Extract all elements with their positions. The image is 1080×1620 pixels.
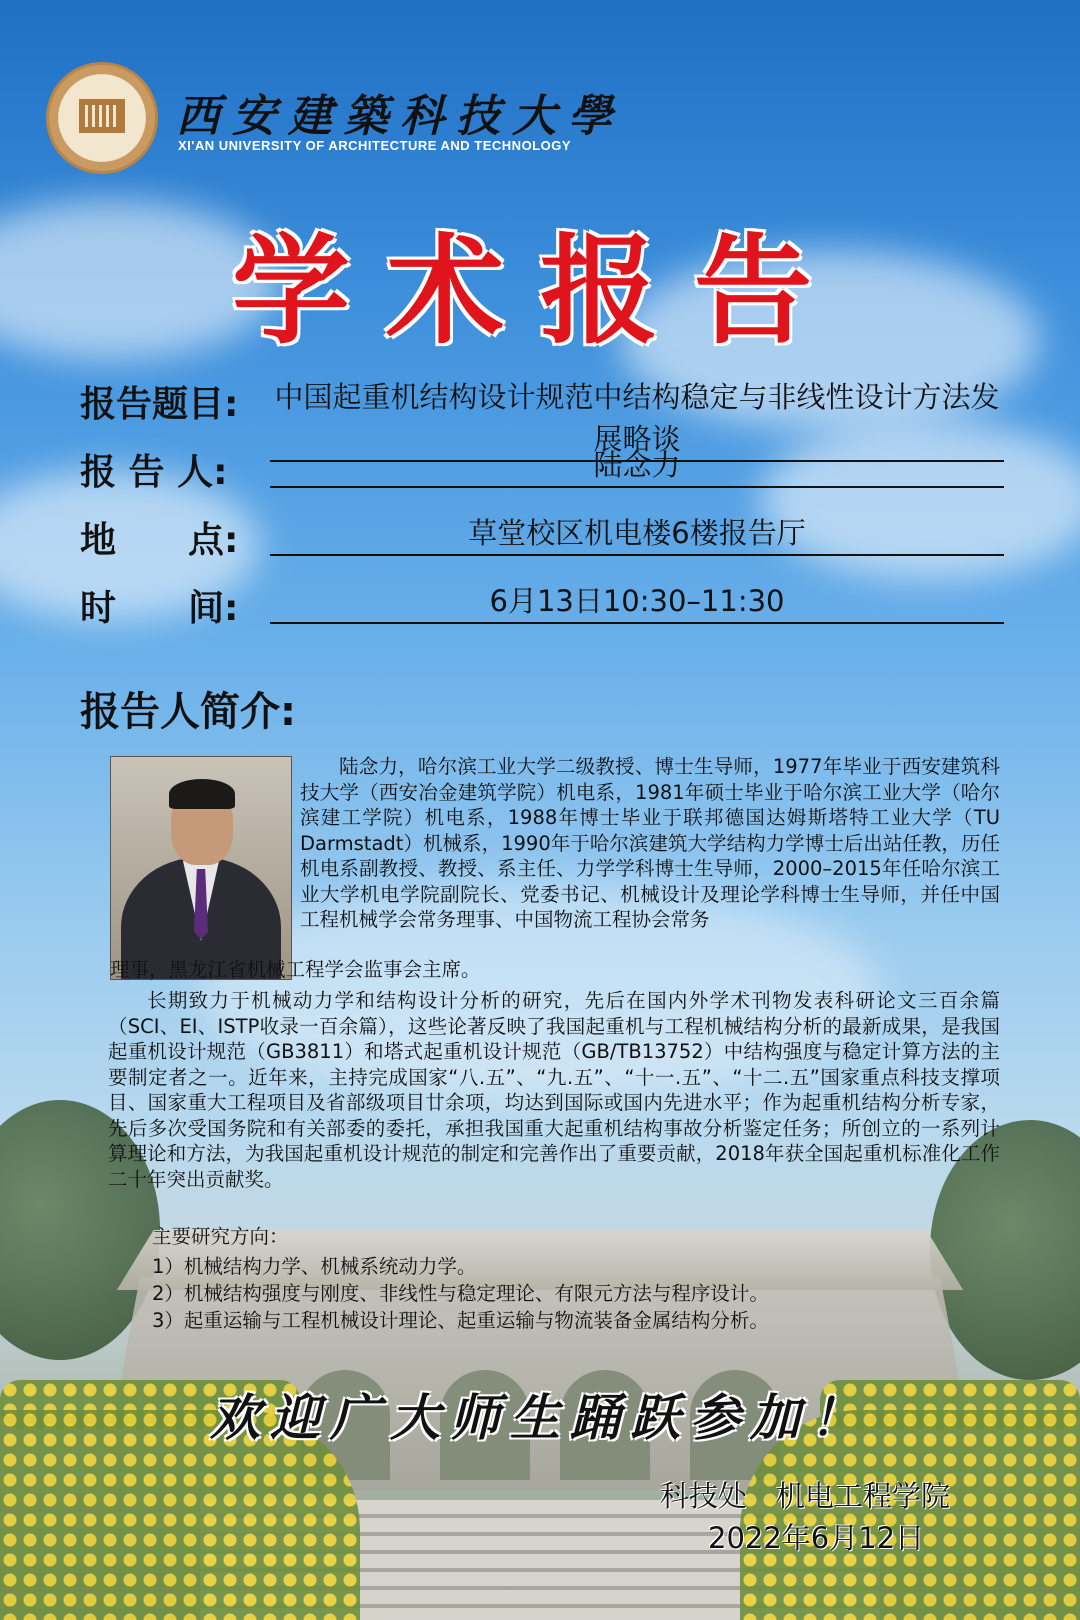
university-name-cn: 西安建築科技大學 — [176, 91, 624, 142]
research-heading: 主要研究方向： — [152, 1225, 289, 1248]
welcome-slogan: 欢迎广大师生踊跃参加！ — [210, 1388, 870, 1447]
organizers: 科技处 机电工程学院 — [660, 1479, 951, 1513]
speaker-portrait — [110, 756, 292, 980]
topic-label: 报告题目: — [80, 384, 239, 425]
research-item: 1）机械结构力学、机械系统动力学。 — [152, 1255, 477, 1278]
speaker-label: 报 告 人: — [80, 452, 228, 493]
university-name-en: XI'AN UNIVERSITY OF ARCHITECTURE AND TECHNOLOGY — [178, 138, 572, 153]
research-item: 2）机械结构强度与刚度、非线性与稳定理论、有限元方法与程序设计。 — [152, 1282, 769, 1305]
bio-paragraph-2: 长期致力于机械动力学和结构设计分析的研究，先后在国内外学术刊物发表科研论文三百余篇（SCI、EI、ISTP收录一百余篇），这些论著反映了我国起重机与工程机械结构分析的最新成果，是我国起重机设计规范（GB3811）和塔式起重机设计规范（GB/TB13752）中结构强度与稳定计算方法的主要制定者之一。近年来，主持完成国家“八.五”、“九.五”、“十一.五”、“十二.五”国家重点科技支撑项目、国家重大工程项目及省部级项目廿余项，均达到国际或国内先进水平；作为起重机结构分析专家，先后多次受国务院和有关部委的委托，承担我国重大起重机结构事故分析鉴定任务；所创立的一系列计算理论和方法，为我国起重机设计规范的制定和完善作出了重要贡献，2018年获全国起重机标准化工作二十年突出贡献奖。 — [108, 989, 1000, 1191]
topic-value: 中国起重机结构设计规范中结构稳定与非线性设计方法发展略谈 — [270, 376, 1004, 462]
bio-paragraph-1: 陆念力，哈尔滨工业大学二级教授、博士生导师，1977年毕业于西安建筑科技大学（西安冶金建筑学院）机电系，1981年硕士毕业于哈尔滨工业大学（哈尔滨建工学院）机电系，1988年博士毕业于联邦德国达姆斯塔特工业大学（TU Darmstadt）机械系，1990年于哈尔滨建筑大学结构力学博士后出站任教，历任机电系副教授、教授、系主任、力学学科博士生导师，2000–2015年任哈尔滨工业大学机电学院副院长、党委书记、机械设计及理论学科博士生导师，并任中国工程机械学会常务理事、中国物流工程协会常务 — [300, 755, 1000, 931]
speaker-value: 陆念力 — [270, 444, 1004, 488]
location-value: 草堂校区机电楼6楼报告厅 — [270, 512, 1004, 556]
poster-title: 学术报告 — [231, 221, 848, 360]
bio-paragraph-1-end: 理事，黑龙江省机械工程学会监事会主席。 — [110, 958, 481, 981]
time-value: 6月13日10:30–11:30 — [270, 580, 1004, 624]
intro-heading: 报告人简介: — [80, 689, 296, 735]
time-label: 时 间: — [80, 588, 239, 629]
issue-date: 2022年6月12日 — [708, 1521, 925, 1555]
university-logo — [46, 62, 158, 174]
research-item: 3）起重运输与工程机械设计理论、起重运输与物流装备金属结构分析。 — [152, 1309, 769, 1332]
location-label: 地 点: — [80, 520, 239, 561]
